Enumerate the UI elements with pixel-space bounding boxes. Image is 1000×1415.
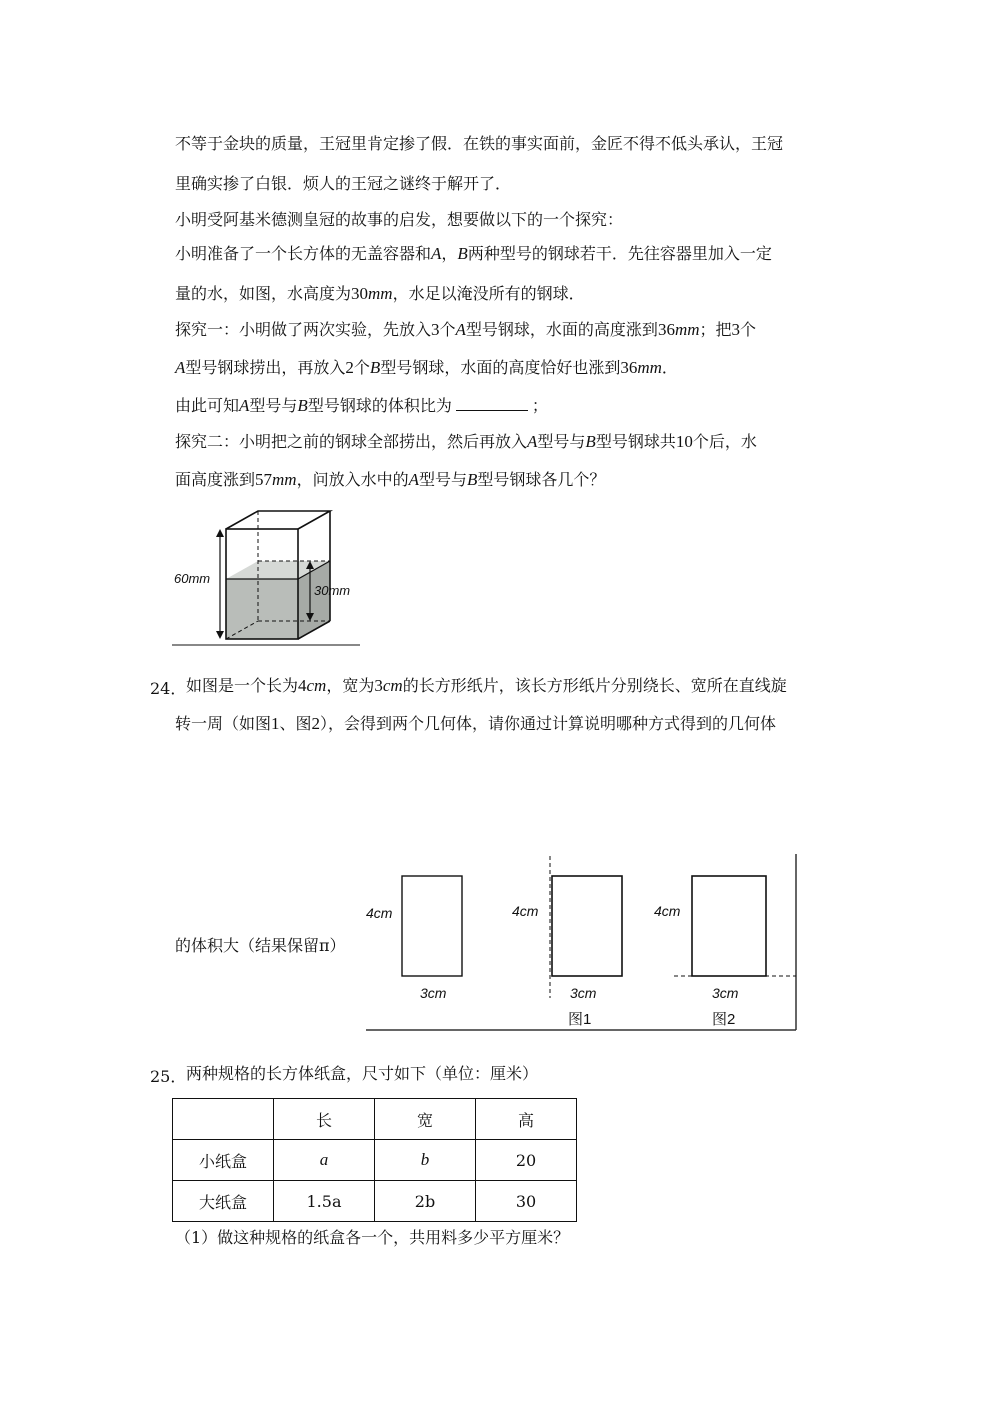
q24-line-1: [186, 676, 787, 696]
text: 型号钢球共: [595, 432, 676, 451]
paragraph-line-2: [175, 174, 511, 194]
container-figure: [172, 503, 364, 651]
text: 、图: [279, 714, 312, 733]
table-row: [173, 1140, 577, 1181]
table-cell: 20: [476, 1140, 577, 1181]
paper-rectangle: [402, 876, 462, 976]
q25-title: 两种规格的长方体纸盒，尺寸如下（单位：厘米）: [186, 1064, 539, 1083]
text: 探究二：小明把之前的钢球全部捞出，然后再放入: [175, 432, 528, 451]
number: 57: [255, 470, 273, 489]
fig1-width-label: 3cm: [570, 985, 597, 1001]
var-a: A: [175, 358, 186, 377]
table-cell: b: [375, 1140, 476, 1181]
table-header-cell: 长: [274, 1099, 375, 1140]
text: 个: [353, 358, 370, 377]
text: 型号与: [537, 432, 586, 451]
number: 2: [345, 358, 354, 377]
table-header-cell: 高: [476, 1099, 577, 1140]
var-b: B: [369, 358, 381, 377]
text: ，问放入水中的: [296, 470, 409, 489]
text: ），会得到两个几何体，请你通过计算说明哪种方式得到的几何体: [320, 714, 777, 733]
table-cell: 30: [476, 1181, 577, 1222]
text: 个: [439, 320, 456, 339]
table-cell: 1.5a: [274, 1181, 375, 1222]
fig2-caption: 图2: [712, 1011, 736, 1028]
unit: mm: [272, 470, 297, 489]
number: 3: [731, 320, 741, 339]
number: 10: [675, 432, 693, 451]
water-front: [226, 579, 298, 639]
water-height-value: 30: [351, 284, 369, 303]
var-a: A: [239, 396, 250, 415]
question-24-number: 24．: [150, 679, 187, 698]
arrow-up-icon: [216, 529, 224, 537]
table-header-row: [173, 1099, 577, 1140]
number: 4: [298, 676, 307, 695]
text: 的体积大（结果保留: [175, 936, 320, 955]
var-a: A: [455, 320, 466, 339]
unit: cm: [382, 676, 403, 695]
text: 型号钢球，水面的高度涨到: [465, 320, 658, 339]
paragraph-line-1: [175, 134, 783, 154]
var-a: A: [408, 470, 419, 489]
number: 2: [311, 714, 321, 733]
text: 型号与: [418, 470, 467, 489]
number: 1: [271, 714, 280, 733]
text: ，宽为: [326, 676, 375, 695]
rect-length-label: 4cm: [366, 905, 393, 921]
text: ）: [329, 936, 346, 955]
box-top: [226, 511, 330, 529]
text: 不等于金块的质量，王冠里肯定掺了假．在铁的事实面前，金匠不得不低头承认，王冠: [175, 134, 784, 153]
fig1-caption: 图1: [568, 1011, 592, 1028]
text: 型号与: [249, 396, 298, 415]
var-a: A: [431, 244, 442, 263]
var-b: B: [467, 470, 478, 489]
text: 小明准备了一个长方体的无盖容器和: [175, 244, 432, 263]
table-row: [173, 1181, 577, 1222]
fig2-length-label: 4cm: [654, 903, 681, 919]
fig2-rectangle: [692, 876, 766, 976]
text: 型号钢球的体积比为: [307, 396, 452, 415]
table-cell: a: [274, 1140, 375, 1181]
fig2-width-label: 3cm: [712, 985, 739, 1001]
var-b: B: [585, 432, 596, 451]
var-b: B: [457, 244, 468, 263]
text: 型号钢球，水面的高度恰好也涨到: [380, 358, 621, 377]
paragraph-line-6: [175, 320, 756, 340]
var-a: A: [527, 432, 538, 451]
water-label: 30mm: [314, 583, 351, 598]
unit: mm: [637, 358, 662, 377]
text: 面高度涨到: [175, 470, 256, 489]
text: 型号钢球捞出，再放入: [185, 358, 346, 377]
unit: mm: [674, 320, 700, 339]
fig1-rectangle: [552, 876, 622, 976]
paragraph-line-9: [175, 432, 757, 452]
text: 小明受阿基米德测皇冠的故事的启发，想要做以下的一个探究：: [175, 210, 624, 229]
unit: cm: [306, 676, 327, 695]
text: 型号钢球各几个？: [477, 470, 606, 489]
table-header-cell: 宽: [375, 1099, 476, 1140]
number: 36: [657, 320, 675, 339]
q25-sub-question-1: （1）做这种规格的纸盒各一个，共用料多少平方厘米？: [175, 1228, 570, 1247]
paragraph-line-7: [175, 358, 678, 378]
text: 如图是一个长为: [186, 676, 299, 695]
table-cell: 大纸盒: [173, 1181, 274, 1222]
height-label: 60mm: [174, 571, 211, 586]
fig1-length-label: 4cm: [512, 903, 539, 919]
table-cell: 小纸盒: [173, 1140, 274, 1181]
q24-line-2: [175, 714, 776, 734]
pi-symbol: π: [319, 936, 330, 955]
number: 3: [374, 676, 383, 695]
unit: mm: [368, 284, 393, 303]
table-cell: 2b: [375, 1181, 476, 1222]
paragraph-line-4: [175, 244, 772, 264]
text: 探究一：小明做了两次实验，先放入: [175, 320, 432, 339]
number: 3: [431, 320, 440, 339]
text: ，: [441, 244, 458, 263]
text: ；把: [699, 320, 732, 339]
text: 两种型号的钢球若干．先往容器里加入一定: [467, 244, 772, 263]
paragraph-line-8: [175, 396, 548, 416]
text: 量的水，如图，水高度为: [175, 284, 352, 303]
text: 个: [740, 320, 757, 339]
paragraph-line-10: [175, 470, 605, 490]
question-25-number: 25．: [150, 1067, 187, 1086]
box-dimensions-table: [172, 1098, 577, 1222]
q24-figure: [362, 852, 800, 1034]
rect-width-label: 3cm: [420, 985, 447, 1001]
text: 的长方形纸片，该长方形纸片分别绕长、宽所在直线旋: [402, 676, 787, 695]
q24-line-3: [175, 936, 346, 956]
table-header-cell: [173, 1099, 274, 1140]
paragraph-line-5: [175, 284, 585, 304]
arrow-down-icon: [216, 631, 224, 639]
text: 转一周（如图: [175, 714, 272, 733]
text: 由此可知: [175, 396, 240, 415]
text: 里确实掺了白银．烦人的王冠之谜终于解开了．: [175, 174, 512, 193]
text: ；: [531, 396, 548, 415]
text: ，水足以淹没所有的钢球．: [392, 284, 585, 303]
text: 个后，水: [692, 432, 757, 451]
text: ．: [661, 358, 678, 377]
var-b: B: [297, 396, 308, 415]
number: 36: [620, 358, 638, 377]
answer-blank[interactable]: [456, 396, 528, 411]
paragraph-line-3: [175, 210, 623, 230]
